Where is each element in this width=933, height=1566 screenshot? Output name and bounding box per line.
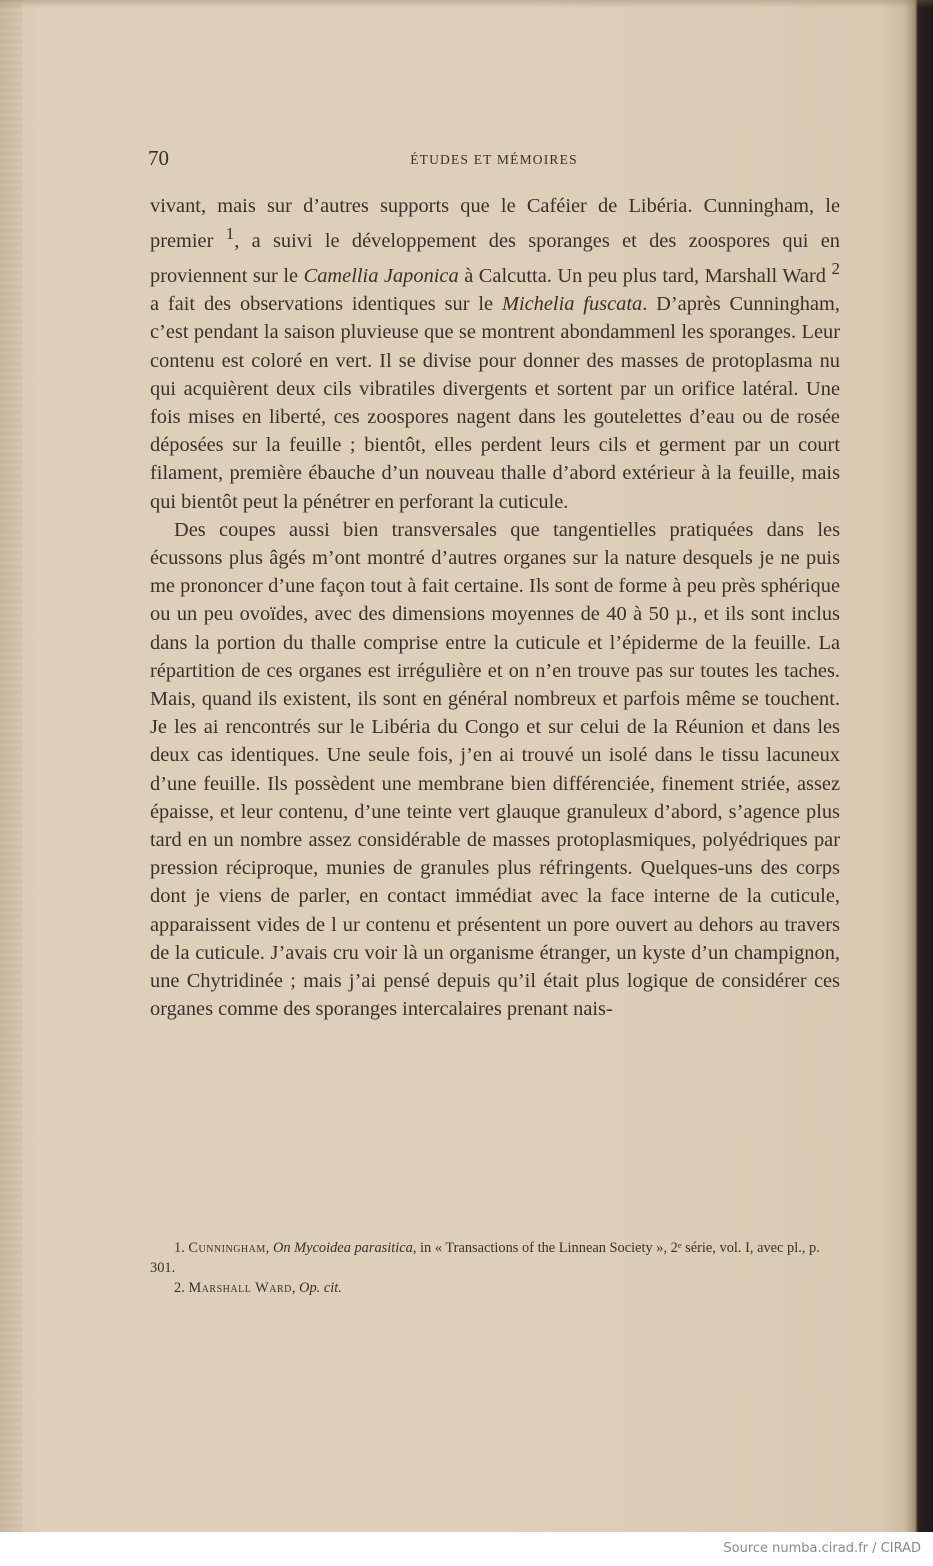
text-run: , — [291, 1280, 300, 1296]
source-credit: Source numba.cirad.fr / CIRAD — [723, 1541, 921, 1556]
paragraph: Des coupes aussi bien transversales que tangentielles pratiquées dans les écussons plus âgés m’ont montré d’autres organes sur la nature desquels je ne puis me prononcer d’une façon tout à fait certaine. Ils sont de forme à peu près sphérique ou un peu ovoïdes, avec des dimensions moyennes de 40 à 50 µ., et ils sont inclus dans la portion du thalle comprise entre la cuticule et l’épiderme de la feuille. La répartition de ces organes est irrégulière et on n’en trouve pas sur toutes les taches. Mais, quand ils existent, ils sont en général nombreux et parfois même se touchent. Je les ai rencontrés sur le Libéria du Congo et sur celui de la Réunion et dans les deux cas identiques. Une seule fois, j’en ai trouvé un isolé dans le tissu lacuneux d’une feuille. Ils possèdent une membrane bien différenciée, finement striée, assez épaisse, et leur contenu, d’une teinte vert glauque granuleux d’abord, s’agence plus tard en un nombre assez considérable de masses protoplasmiques, polyédriques par pression réciproque, munies de granules plus réfringents. Quelques-uns des corps dont je viens de parler, en contact immédiat avec la face interne de la cuticule, apparaissent vides de l ur contenu et présentent un pore ouvert au dehors au travers de la cuticule. J’avais cru voir là un organisme étranger, un kyste d’un champignon, une Chytridinée ; mais j’ai pensé depuis qu’il était plus logique de considérer ces organes comme des sporanges intercalaires prenant nais- — [150, 518, 840, 1021]
footnote-author: Cunningham — [188, 1240, 266, 1256]
text-run: , a suivi le développement des sporanges et des zoospores qui en proviennent sur le — [150, 230, 841, 287]
text-run: , in « Transactions of the Linnean Society », 2ᵉ série, vol. I, avec pl., p. 301. — [150, 1240, 820, 1276]
body-text — [150, 192, 840, 1023]
source-bar — [0, 1532, 933, 1566]
page-number: 70 — [148, 146, 169, 170]
footnote-author: Marshall Ward — [188, 1280, 292, 1296]
text-run: vivant, mais sur d’autres supports que le Caféier de Libéria. Cunningham, le premier — [150, 195, 840, 252]
species-name: Michelia fuscata — [501, 293, 643, 316]
paragraph — [150, 192, 840, 516]
footnote-number: 2. — [174, 1280, 189, 1296]
text-run: a fait des observations identiques sur le — [150, 293, 502, 316]
footnote — [150, 1238, 840, 1278]
footnote-title: On Mycoidea parasitica — [272, 1240, 413, 1256]
footnote-title: Op. cit. — [299, 1280, 342, 1296]
species-name: Camellia Japonica — [303, 265, 459, 287]
footnote — [150, 1278, 840, 1298]
footnote-number: 1. — [174, 1240, 189, 1256]
footnotes — [150, 1238, 840, 1298]
footnote-ref: 1 — [225, 224, 235, 244]
text-run: à Calcutta. Un peu plus tard, Marshall Ward — [458, 265, 832, 287]
footnote-ref: 2 — [831, 259, 840, 279]
text-run: , — [265, 1240, 273, 1256]
page-header — [148, 146, 840, 176]
running-title: ÉTUDES ET MÉMOIRES — [410, 152, 578, 167]
text-run: . D’après Cunningham, c’est pendant la saison pluvieuse que se montrent abondammenl les sporanges. Leur contenu est coloré en vert. Il se divise pour donner des masses de protoplasma nu qui acquièrent deux cils vibratiles divergents et sortent par un orifice latéral. Une fois mises en liberté, ces zoospores nagent dans les goutelettes d’eau ou de rosée déposées sur la feuille ; bientôt, elles perdent leurs cils et germent par un court filament, première ébauche d’un nouveau thalle d’abord extérieur à la feuille, mais qui bientôt peut la pénétrer en perforant la cuticule. — [150, 293, 841, 513]
